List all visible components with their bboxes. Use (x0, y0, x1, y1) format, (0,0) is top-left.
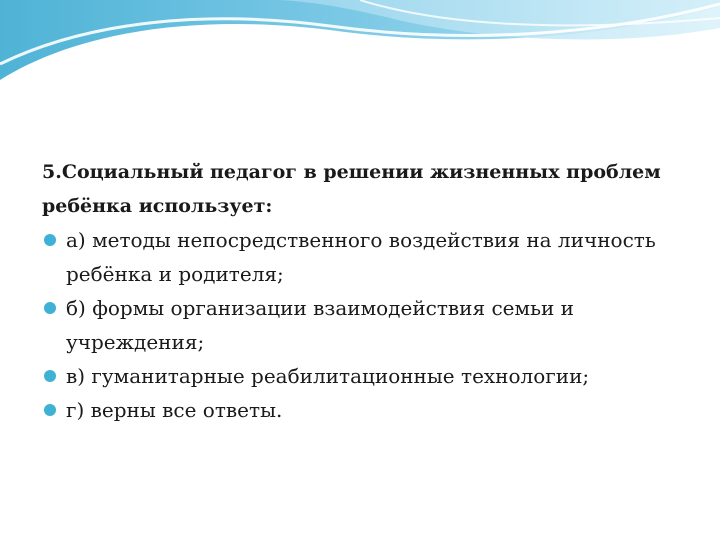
slide-content (42, 155, 682, 427)
circle-bullet-icon (43, 369, 57, 383)
answer-option (42, 393, 682, 427)
answer-option-text: г) верны все ответы. (66, 398, 283, 422)
answer-option-text: б) формы организации взаимодействия семьи и учреждения; (66, 296, 574, 354)
circle-bullet-icon (43, 403, 57, 417)
circle-bullet-icon (43, 301, 57, 315)
answer-option (42, 291, 682, 359)
answer-option-text: а) методы непосредственного воздействия на личность ребёнка и родителя; (66, 228, 656, 286)
wave-header-decoration (0, 0, 720, 90)
answer-option-text: в) гуманитарные реабилитационные технологии; (66, 364, 590, 388)
answer-option (42, 359, 682, 393)
answer-options-list (42, 223, 682, 427)
circle-bullet-icon (43, 233, 57, 247)
question-text: 5.Социальный педагог в решении жизненных проблем ребёнка использует: (42, 161, 661, 217)
answer-option (42, 223, 682, 291)
